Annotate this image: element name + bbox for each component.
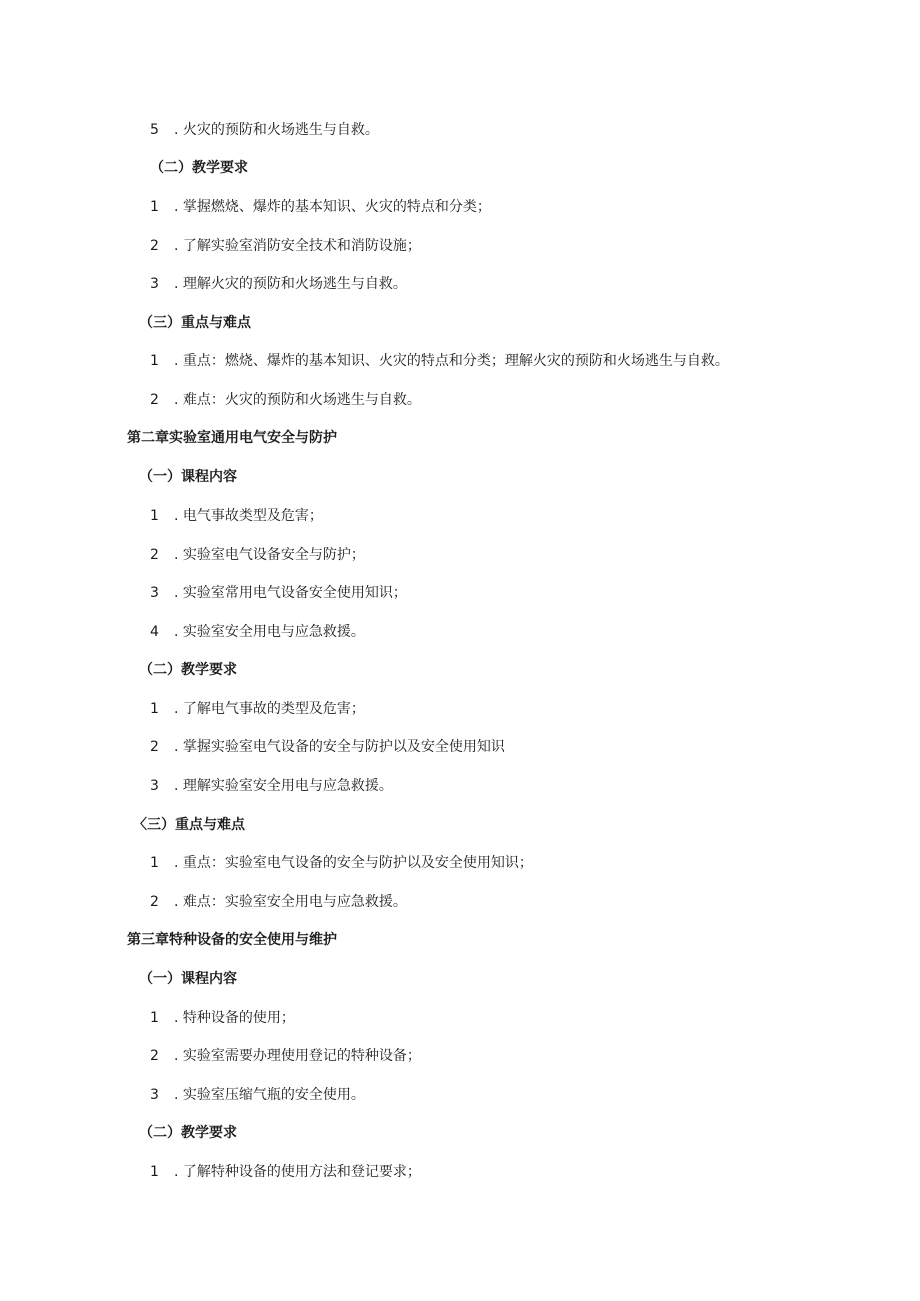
chapter-heading: 第二章实验室通用电气安全与防护 [127,430,337,446]
item-number: 1 [150,353,159,369]
section-heading: （三）重点与难点 [139,315,251,331]
list-item [150,351,729,371]
item-number: 2 [150,894,159,910]
section-heading: （二）教学要求 [150,160,248,176]
item-number: 1 [150,199,159,215]
chapter-heading: 第三章特种设备的安全使用与维护 [127,932,337,948]
item-text: . 重点：实验室电气设备的安全与防护以及安全使用知识； [174,855,533,871]
item-number: 1 [150,1164,159,1180]
list-item [150,892,407,912]
item-text: . 掌握燃烧、爆炸的基本知识、火灾的特点和分类； [174,199,491,215]
list-item [150,120,379,140]
list-item [150,236,421,256]
section-heading: 〈三）重点与难点 [133,817,245,833]
section-heading: （一）课程内容 [139,971,237,987]
item-text: . 实验室常用电气设备安全使用知识； [174,585,407,601]
item-text: . 实验室安全用电与应急救援。 [174,624,365,640]
item-number: 5 [150,122,159,138]
item-number: 2 [150,1048,159,1064]
item-text: . 实验室需要办理使用登记的特种设备； [174,1048,421,1064]
list-item [150,274,407,294]
item-text: . 了解电气事故的类型及危害； [174,701,365,717]
section-heading: （二）教学要求 [139,662,237,678]
item-number: 3 [150,1087,159,1103]
list-item [150,853,533,873]
item-text: . 难点：实验室安全用电与应急救援。 [174,894,407,910]
item-number: 1 [150,855,159,871]
list-item [150,545,365,565]
list-item [150,506,323,526]
item-number: 1 [150,1010,159,1026]
item-number: 2 [150,547,159,563]
list-item [150,583,407,603]
item-text: . 理解火灾的预防和火场逃生与自救。 [174,276,407,292]
item-number: 1 [150,701,159,717]
item-number: 3 [150,778,159,794]
list-item [150,197,491,217]
item-text: . 难点：火灾的预防和火场逃生与自救。 [174,392,421,408]
list-item [150,1085,365,1105]
item-text: . 理解实验室安全用电与应急救援。 [174,778,393,794]
list-item [150,737,505,757]
item-text: . 实验室电气设备安全与防护； [174,547,365,563]
list-item [150,390,421,410]
item-text: . 火灾的预防和火场逃生与自救。 [174,122,379,138]
item-number: 3 [150,585,159,601]
list-item [150,622,365,642]
section-heading: （二）教学要求 [139,1125,237,1141]
item-number: 1 [150,508,159,524]
item-text: . 了解实验室消防安全技术和消防设施； [174,238,421,254]
item-number: 2 [150,238,159,254]
item-number: 4 [150,624,159,640]
list-item [150,1046,421,1066]
item-text: . 实验室压缩气瓶的安全使用。 [174,1087,365,1103]
item-number: 2 [150,739,159,755]
section-heading: （一）课程内容 [139,469,237,485]
item-number: 2 [150,392,159,408]
list-item [150,776,393,796]
item-text: . 重点：燃烧、爆炸的基本知识、火灾的特点和分类；理解火灾的预防和火场逃生与自救。 [174,353,729,369]
item-number: 3 [150,276,159,292]
list-item [150,699,365,719]
list-item [150,1162,421,1182]
item-text: . 电气事故类型及危害； [174,508,323,524]
item-text: . 特种设备的使用； [174,1010,295,1026]
list-item [150,1008,295,1028]
item-text: . 掌握实验室电气设备的安全与防护以及安全使用知识 [174,739,505,755]
item-text: . 了解特种设备的使用方法和登记要求； [174,1164,421,1180]
